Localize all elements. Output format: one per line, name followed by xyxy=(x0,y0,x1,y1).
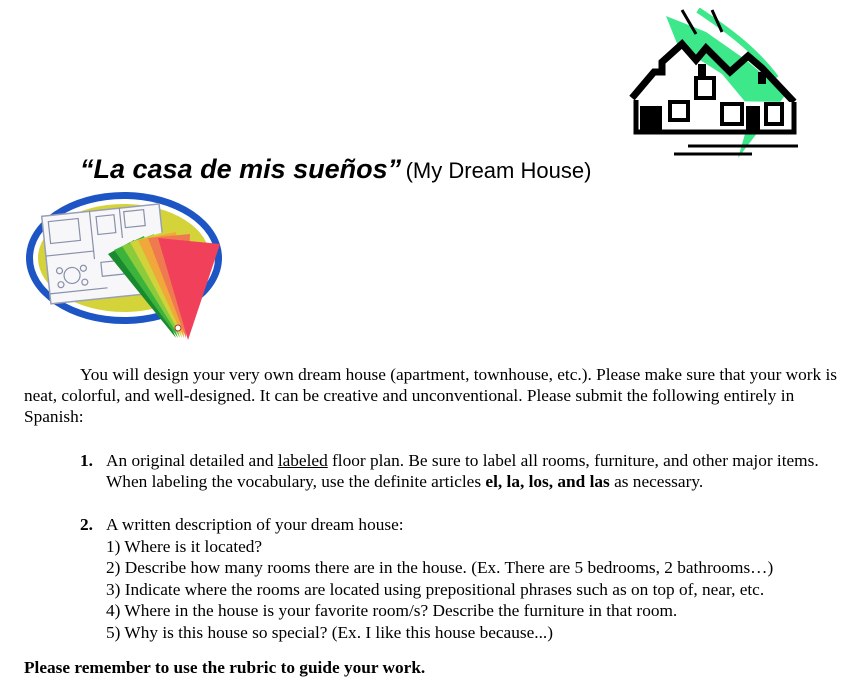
subitem-why-special: 5) Why is this house so special? (Ex. I like this house because...) xyxy=(106,622,553,642)
list-item xyxy=(80,514,840,643)
subitem-prepositions: 3) Indicate where the rooms are located using prepositional phrases such as on top of, near, etc. xyxy=(106,579,765,599)
item-number: 1. xyxy=(80,451,93,470)
subitem-location: 1) Where is it located? xyxy=(106,536,263,556)
list-item xyxy=(80,450,840,492)
subitem-rooms: 2) Describe how many rooms there are in the house. (Ex. There are 5 bedrooms, 2 bathrooms…) xyxy=(106,558,774,577)
item1-underlined-word: labeled xyxy=(277,451,328,470)
item-body xyxy=(106,514,840,643)
intro-paragraph xyxy=(24,364,840,427)
item-number: 2. xyxy=(80,515,93,534)
title-main: “La casa de mis sueños” xyxy=(80,154,402,184)
house-clipart-icon xyxy=(626,8,802,168)
title-subtitle: (My Dream House) xyxy=(405,158,592,183)
intro-text: You will design your very own dream house (apartment, townhouse, etc.). Please make sure that your work is neat, colorful, and well-designed. It can be creative and unconventional. Please submit the following entirely in Spanish: xyxy=(24,365,838,426)
subitem-favorite-room: 4) Where in the house is your favorite room/s? Describe the furniture in that room. xyxy=(106,601,678,620)
floorplan-swatch-clipart-icon xyxy=(24,188,230,340)
item1-text-c: as necessary. xyxy=(609,472,704,491)
item1-text-b: floor plan. Be sure to label all rooms, furniture, and other major items. When labeling the vocabulary, use the definite articles xyxy=(106,451,819,491)
item1-bold-articles: el, la, los, and las xyxy=(485,472,610,491)
page-title xyxy=(80,154,591,185)
item1-text-a: An original detailed and xyxy=(106,451,278,470)
item2-lead: A written description of your dream house: xyxy=(106,515,404,534)
item-body xyxy=(106,450,840,492)
rubric-reminder: Please remember to use the rubric to guide your work. xyxy=(24,658,426,677)
